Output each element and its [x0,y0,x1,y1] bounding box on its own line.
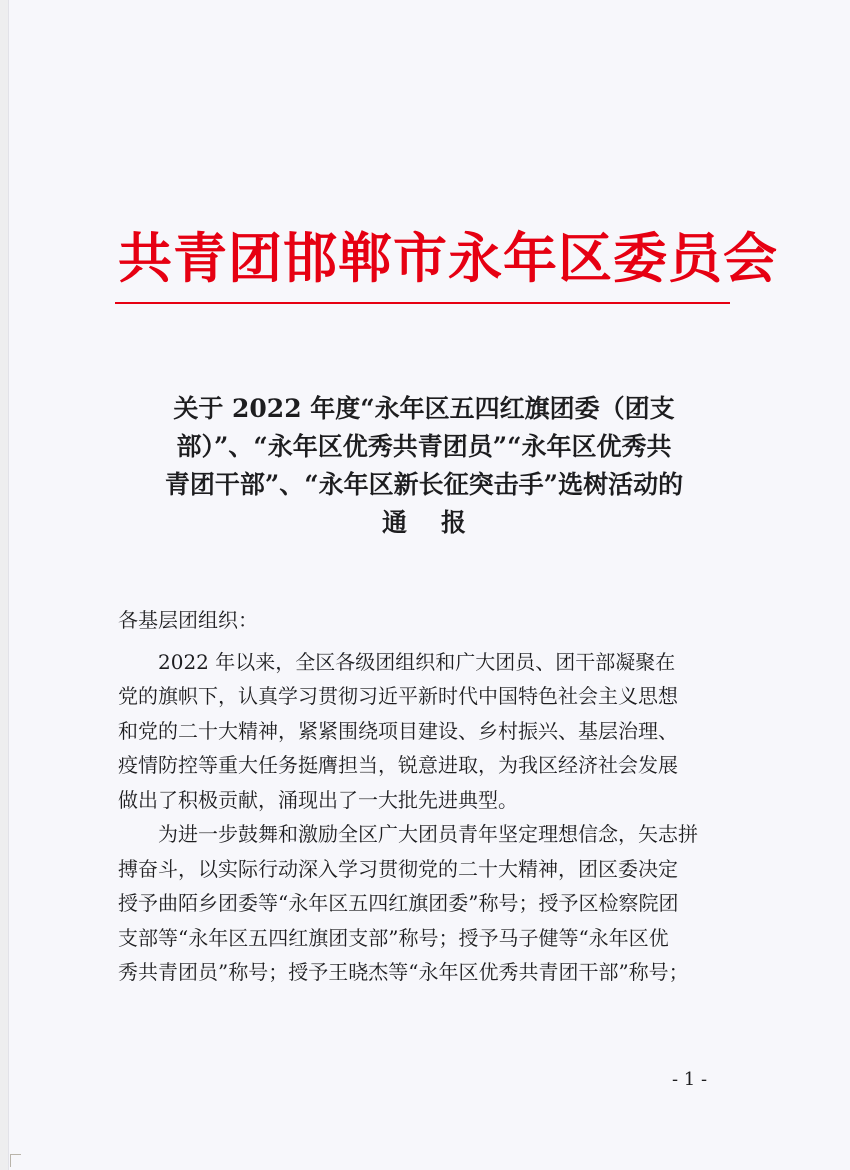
organization-header: 共青团邯郸市永年区委员会 [118,226,778,290]
heading-line-3: 青团干部”、“永年区新长征突击手”选树活动的 [164,470,684,499]
header-red-rule [115,302,730,304]
paragraph-line: 2022 年以来，全区各级团组织和广大团员、团干部凝聚在 [158,649,676,674]
paragraph-line: 做出了积极贡献，涌现出了一大批先进典型。 [118,787,518,812]
page-number: - 1 - [672,1069,708,1090]
paragraph-line: 搏奋斗，以实际行动深入学习贯彻党的二十大精神，团区委决定 [118,856,678,881]
paragraph-line: 支部等“永年区五四红旗团支部”称号；授予马子健等“永年区优 [118,925,669,950]
scan-corner-mark [10,1154,21,1167]
heading-line-1: 关于 2022 年度“永年区五四红旗团委（团支 [173,394,675,423]
document-heading [118,390,730,542]
paragraph-awards [118,817,730,990]
heading-line-4: 通报 [381,508,500,537]
paragraph-line: 党的旗帜下，认真学习贯彻习近平新时代中国特色社会主义思想 [118,684,678,708]
salutation: 各基层团组织： [118,608,258,632]
paragraph-line: 疫情防控等重大任务挺膺担当，锐意进取，为我区经济社会发展 [118,753,678,777]
paragraph-line: 秀共青团员”称号；授予王晓杰等“永年区优秀共青团干部”称号； [118,960,689,984]
document-body [118,603,730,990]
heading-line-2: 部）”、“永年区优秀共青团员”“永年区优秀共 [176,432,672,461]
scan-left-edge [0,0,9,1170]
paragraph-line: 授予曲陌乡团委等“永年区五四红旗团委”称号；授予区检察院团 [118,891,679,915]
paragraph-line: 和党的二十大精神，紧紧围绕项目建设、乡村振兴、基层治理、 [118,718,678,743]
paragraph-line: 为进一步鼓舞和激励全区广大团员青年坚定理想信念，矢志拼 [158,822,698,846]
paragraph-achievements [118,645,730,818]
